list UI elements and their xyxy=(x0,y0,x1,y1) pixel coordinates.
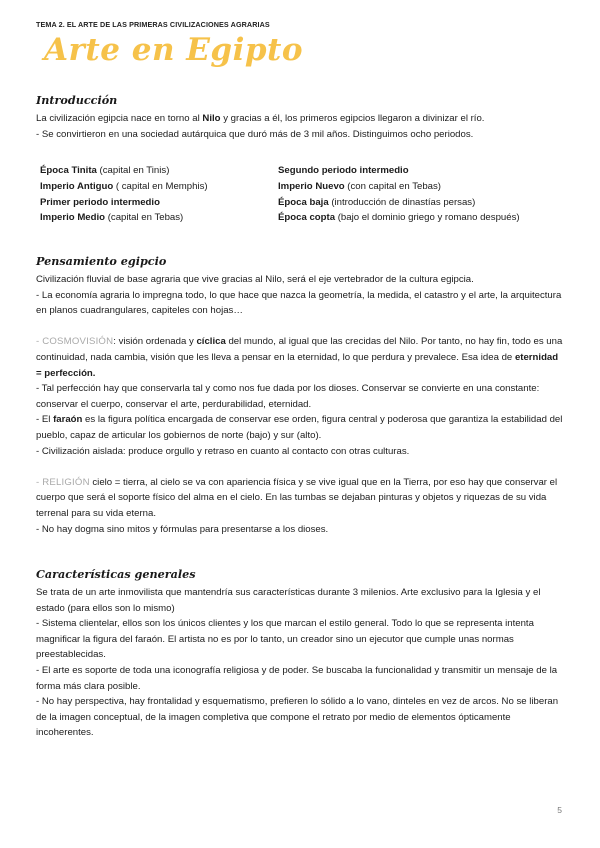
paragraph-religion xyxy=(36,475,566,522)
text: : visión ordenada y xyxy=(113,336,197,348)
paragraph: - Tal perfección hay que conservarla tal y como nos fue dada por los dioses. Conservar se convierte en una constante: conservar el cuerpo, conservar el arte, perdurabilidad, eternidad. xyxy=(36,383,540,410)
religion-label: - RELIGIÓN xyxy=(36,476,90,488)
bold-text: faraón xyxy=(53,414,83,426)
periods-column-left xyxy=(40,163,280,226)
section-introduccion xyxy=(36,92,566,142)
period-name: Época baja xyxy=(278,196,329,208)
period-item xyxy=(40,195,280,211)
text: La civilización egipcia nace en torno al xyxy=(36,113,203,124)
period-item xyxy=(278,163,578,179)
text: es la figura política encargada de conservar ese orden, figura central y poderosa que garantiza la estabilidad del pueblo, capaz de articular los gobiernos de norte (bajo) y sur (alto). xyxy=(36,414,563,441)
period-name: Imperio Nuevo xyxy=(278,180,345,192)
period-name: Imperio Antiguo xyxy=(40,180,114,192)
period-detail: (capital en Tebas) xyxy=(105,212,184,224)
period-name: Época copta xyxy=(278,212,336,224)
paragraph: - El arte es soporte de toda una iconografía religiosa y de poder. Se buscaba la funcionalidad y transmitir un mensaje de la forma más clara posible. xyxy=(36,664,558,692)
period-item xyxy=(278,210,578,226)
section-heading: Introducción xyxy=(36,93,118,107)
bold-text: cíclica xyxy=(196,336,226,348)
section-heading: Características generales xyxy=(36,567,196,581)
section-caracteristicas xyxy=(36,566,566,741)
text: - El xyxy=(36,414,54,426)
period-detail: (con capital en Tebas) xyxy=(344,180,441,192)
paragraph: Se trata de un arte inmovilista que mantendría sus características durante 3 milenios. Arte exclusivo para la Iglesia y el estado (para ellos son lo mismo) xyxy=(36,587,541,614)
period-detail: ( capital en Memphis) xyxy=(113,180,208,192)
paragraph xyxy=(36,111,566,127)
period-name: Segundo periodo intermedio xyxy=(278,165,409,176)
period-name: Época Tinita xyxy=(40,165,97,176)
paragraph: - Sistema clientelar, ellos son los únicos clientes y los que marcan el estilo general. Todo lo que se representa intenta magnificar la figura del faraón. El artista no es por lo tanto, un creador sino un ejecutor que cumple unas normas preestablecidas. xyxy=(36,618,534,661)
period-item xyxy=(40,179,280,195)
page-number: 5 xyxy=(557,805,562,815)
period-item xyxy=(278,195,578,211)
period-detail: (capital en Tinis) xyxy=(96,165,170,176)
period-detail: (bajo el dominio griego y romano después) xyxy=(335,212,520,224)
period-item xyxy=(40,163,280,179)
paragraph: Civilización fluvial de base agraria que vive gracias al Nilo, será el eje vertebrador de la cultura egipcia. xyxy=(36,274,474,285)
section-heading: Pensamiento egipcio xyxy=(36,254,167,268)
period-item xyxy=(40,210,280,226)
paragraph: - Civilización aislada: produce orgullo y retraso en cuanto al contacto con otras culturas. xyxy=(36,445,410,457)
section-pensamiento xyxy=(36,253,566,537)
paragraph: - Se convirtieron en una sociedad autárquica que duró más de 3 mil años. Distinguimos ocho periodos. xyxy=(36,128,474,140)
paragraph: - No hay perspectiva, hay frontalidad y esquematismo, prefieren lo sólido a lo vano, dinteles en vez de arcos. No se liberan de la imagen conceptual, de la imagen completiva que compone el retrato por medio de elementos ópticamente incoherentes. xyxy=(36,696,559,739)
text: cielo = tierra, al cielo se va con apariencia física y se vive igual que en la Tierra, por eso hay que conservar el cuerpo que será el soporte físico del alma en el cielo. En las tumbas se dejaban pinturas y objetos y riquezas de su vida terrenal para su vida eterna. xyxy=(36,476,558,519)
bold-text: Nilo xyxy=(202,113,221,124)
period-name: Primer periodo intermedio xyxy=(40,196,160,208)
paragraph xyxy=(36,412,566,443)
page-title: Arte en Egipto xyxy=(44,32,304,68)
period-detail: (introducción de dinastías persas) xyxy=(328,196,476,208)
paragraph: - La economía agraria lo impregna todo, lo que hace que nazca la geometría, la medida, el catastro y el arte, la arquitectura en planos cuadrangulares, capiteles con hojas… xyxy=(36,289,562,317)
paragraph-cosmovision xyxy=(36,334,566,381)
text: y gracias a él, los primeros egipcios llegaron a divinizar el río. xyxy=(220,113,485,124)
bold-text: eternidad = perfección. xyxy=(36,351,559,379)
period-item xyxy=(278,179,578,195)
text: del mundo, al igual que las crecidas del Nilo. Por tanto, no hay fin, todo es una continuidad, nada cambia, visión que les lleva a pensar en la eternidad, lo que perdura y prevalece. Esa idea de xyxy=(36,336,563,363)
paragraph: - No hay dogma sino mitos y fórmulas para presentarse a los dioses. xyxy=(36,523,329,535)
periods-column-right xyxy=(278,163,578,226)
period-name: Imperio Medio xyxy=(40,212,106,224)
chapter-header: TEMA 2. EL ARTE DE LAS PRIMERAS CIVILIZACIONES AGRARIAS xyxy=(36,20,270,29)
cosmovision-label: - COSMOVISIÓN xyxy=(36,336,114,348)
